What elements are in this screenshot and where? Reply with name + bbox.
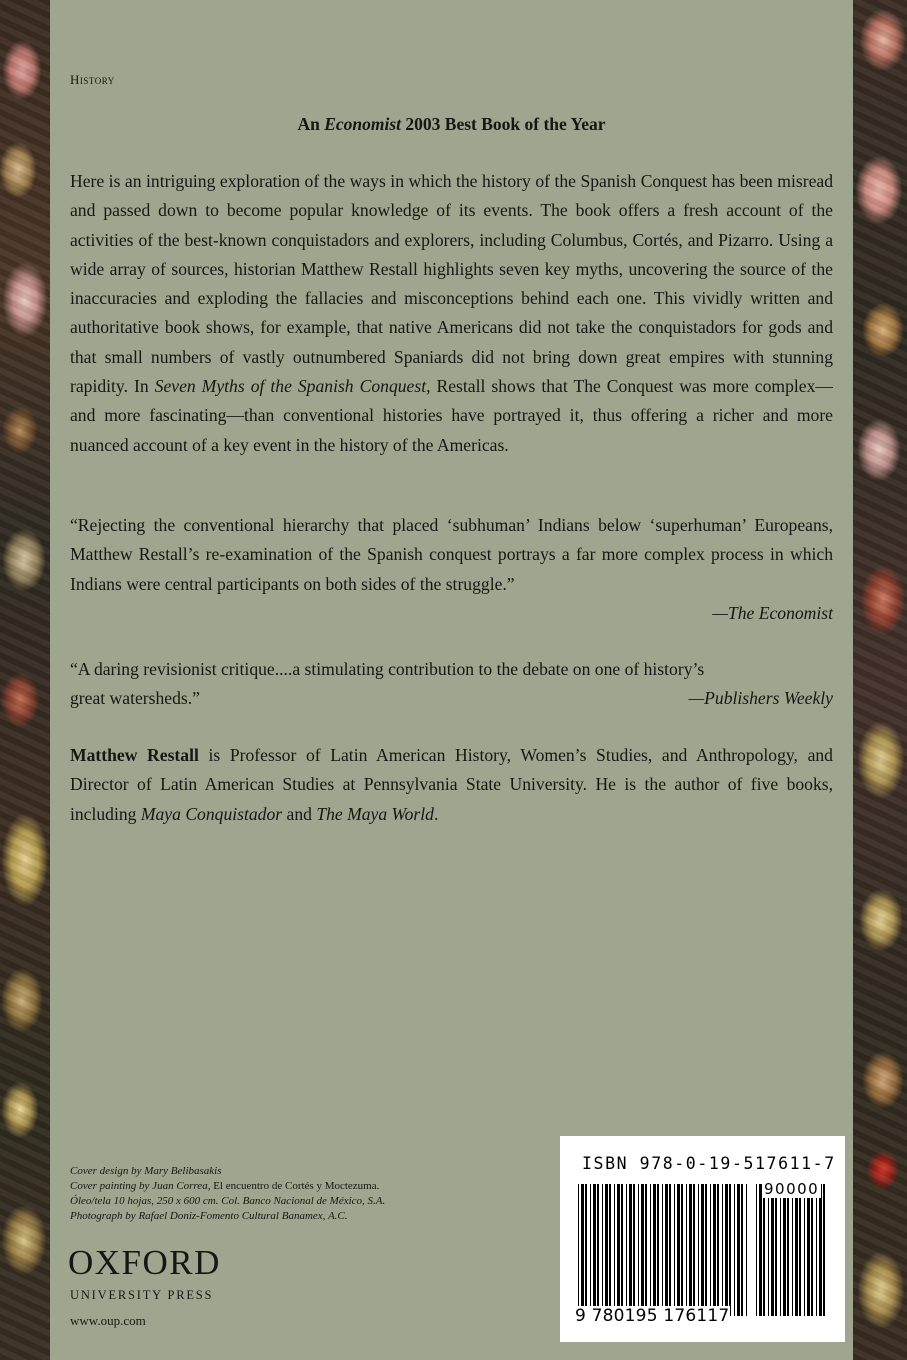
addon-number: 90000 bbox=[764, 1180, 820, 1198]
publisher-logo: OXFORD bbox=[68, 1243, 221, 1282]
review-quote-economist bbox=[70, 511, 833, 628]
quote-source: —The Economist bbox=[712, 602, 833, 623]
ean-barcode bbox=[578, 1184, 750, 1316]
quote-source: —Publishers Weekly bbox=[688, 688, 833, 709]
painting-strip-left bbox=[0, 0, 50, 1360]
painting-strip-right bbox=[853, 0, 907, 1360]
category-label: History bbox=[70, 72, 115, 87]
review-quote-publishers-weekly bbox=[70, 655, 833, 714]
ean-number: 9 780195 176117 bbox=[575, 1306, 730, 1326]
isbn-text: ISBN 978-0-19-517611-7 bbox=[582, 1154, 836, 1173]
quote-text: “Rejecting the conventional hierarchy that placed ‘subhuman’ Indians below ‘superhuman’ Europeans, Matthew Restall’s re-examination of the Spanish conquest portrays a far more complex process in which Indians were central participants on both sides of the struggle.” bbox=[70, 515, 833, 594]
cover-credits: Cover design by Mary Belibasakis Cover painting by Juan Correa, El encuentro de Cortés y Moctezuma. Óleo/tela 10 hojas, 250 x 600 cm. Col. Banco Nacional de México, S.A. Photograph by Rafael Doniz-Fomento Cultural Banamex, A.C. bbox=[70, 1165, 386, 1222]
author-bio: Matthew Restall is Professor of Latin American History, Women’s Studies, and Anthropology, and Director of Latin American Studies at Pennsylvania State University. He is the author of five books, including Maya Conquistador and The Maya World. bbox=[70, 745, 833, 824]
quote-text: “A daring revisionist critique....a stimulating contribution to the debate on one of history’s bbox=[70, 659, 705, 679]
addon-barcode bbox=[756, 1184, 828, 1316]
quote-text-end: great watersheds.” bbox=[70, 688, 200, 709]
author-name: Matthew Restall bbox=[70, 745, 199, 765]
book-description: Here is an intriguing exploration of the ways in which the history of the Spanish Conquest has been misread and passed down to become popular knowledge of its events. The book offers a fresh account of the activities of the best-known conquistadors and explorers, including Columbus, Cortés, and Pizarro. Using a wide array of sources, historian Matthew Restall highlights seven key myths, uncovering the source of the inaccuracies and exploding the fallacies and misconceptions behind each one. This vividly written and authoritative book shows, for example, that native Americans did not take the conquistadors for gods and that small numbers of vastly outnumbered Spaniards did not bring down great empires with stunning rapidity. In Seven Myths of the Spanish Conquest, Restall shows that The Conquest was more complex—and more fascinating—than conventional histories have portrayed it, thus offering a richer and more nuanced account of a key event in the history of the Americas. bbox=[70, 171, 833, 455]
publisher-subtitle: UNIVERSITY PRESS bbox=[70, 1288, 214, 1302]
publisher-url: www.oup.com bbox=[70, 1313, 146, 1328]
award-line: An Economist 2003 Best Book of the Year bbox=[297, 114, 606, 134]
barcode-panel bbox=[560, 1136, 845, 1342]
